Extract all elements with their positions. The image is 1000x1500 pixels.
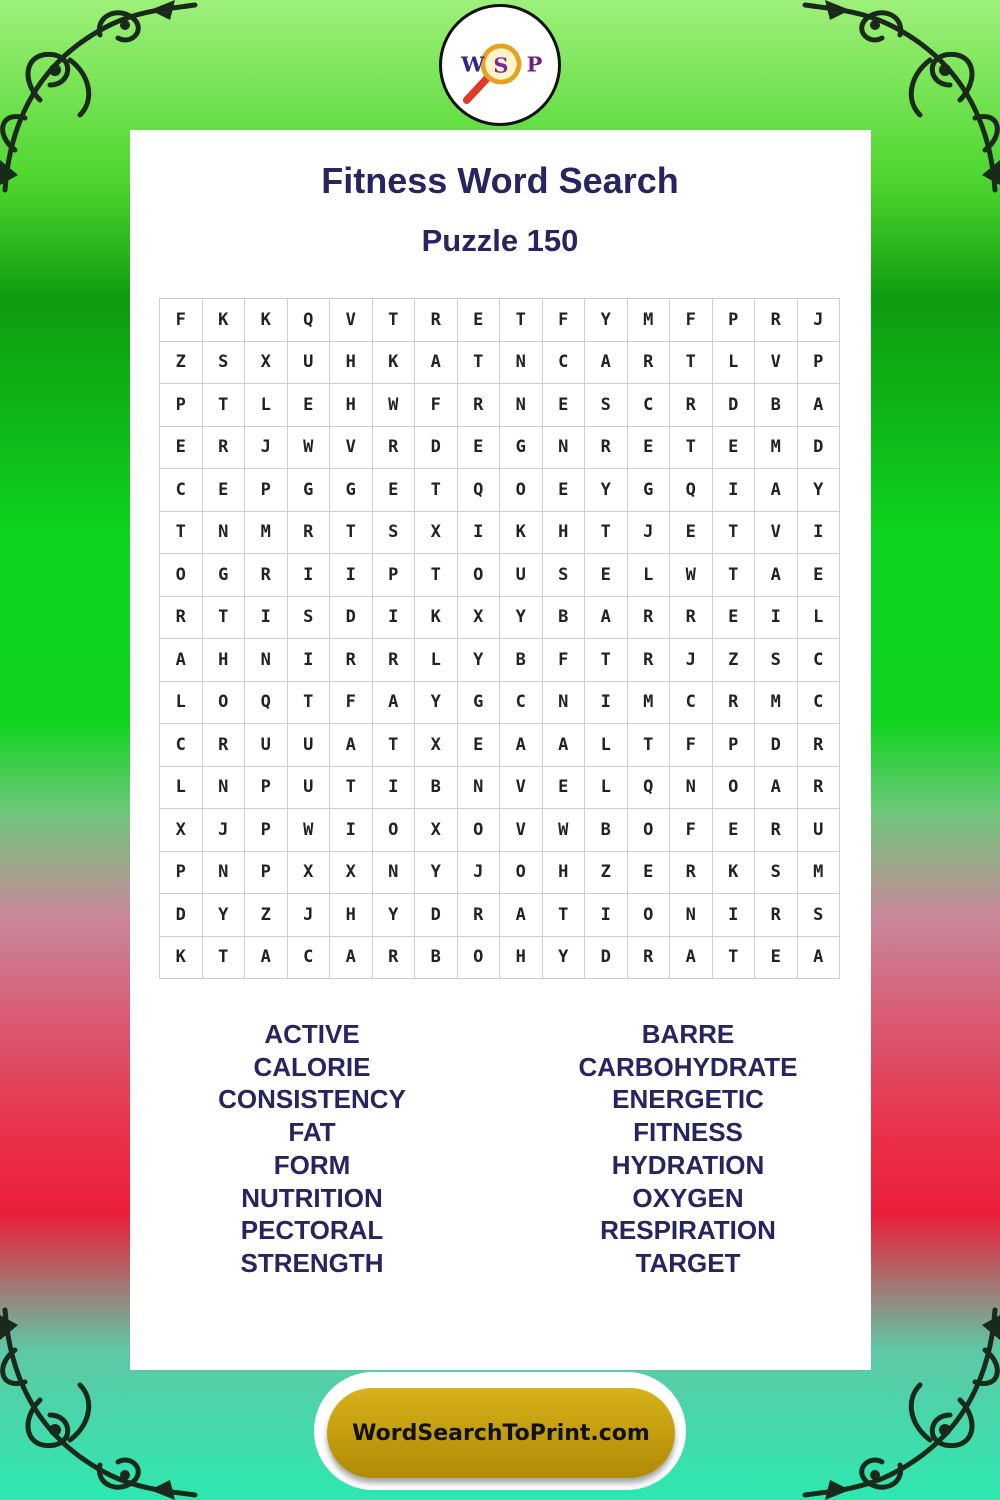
grid-cell[interactable]: Y — [415, 682, 458, 725]
grid-cell[interactable]: I — [245, 597, 288, 640]
grid-cell[interactable]: I — [373, 597, 416, 640]
grid-cell[interactable]: A — [798, 937, 841, 980]
grid-cell[interactable]: U — [500, 554, 543, 597]
grid-cell[interactable]: A — [160, 639, 203, 682]
grid-cell[interactable]: R — [755, 809, 798, 852]
grid-cell[interactable]: E — [755, 937, 798, 980]
grid-cell[interactable]: S — [585, 384, 628, 427]
grid-cell[interactable]: Z — [245, 894, 288, 937]
grid-cell[interactable]: D — [160, 894, 203, 937]
grid-cell[interactable]: T — [628, 724, 671, 767]
grid-cell[interactable]: D — [713, 384, 756, 427]
grid-cell[interactable]: I — [585, 682, 628, 725]
grid-cell[interactable]: G — [203, 554, 246, 597]
word-list-item: HYDRATION — [611, 1149, 765, 1180]
grid-cell[interactable]: Y — [458, 639, 501, 682]
grid-cell[interactable]: J — [628, 512, 671, 555]
grid-cell[interactable]: R — [628, 597, 671, 640]
grid-cell[interactable]: M — [755, 682, 798, 725]
grid-cell[interactable]: P — [373, 554, 416, 597]
grid-cell[interactable]: E — [160, 427, 203, 470]
page-title: Fitness Word Search — [321, 160, 679, 201]
grid-cell[interactable]: R — [628, 342, 671, 385]
letter-grid[interactable] — [159, 298, 840, 979]
grid-cell[interactable]: C — [160, 724, 203, 767]
word-list-item: FITNESS — [633, 1117, 743, 1148]
grid-cell[interactable]: Y — [798, 469, 841, 512]
grid-cell[interactable]: R — [798, 767, 841, 810]
grid-cell[interactable]: T — [160, 512, 203, 555]
grid-cell[interactable]: R — [373, 427, 416, 470]
grid-cell[interactable]: H — [330, 894, 373, 937]
grid-cell[interactable]: T — [373, 299, 416, 342]
grid-cell[interactable]: K — [245, 299, 288, 342]
grid-cell[interactable]: G — [458, 682, 501, 725]
grid-cell[interactable]: A — [245, 937, 288, 980]
grid-cell[interactable]: W — [373, 384, 416, 427]
grid-cell[interactable]: R — [458, 384, 501, 427]
grid-cell[interactable]: T — [203, 937, 246, 980]
grid-cell[interactable]: I — [288, 639, 331, 682]
word-list-item: STRENGTH — [240, 1247, 384, 1278]
grid-cell[interactable]: T — [203, 384, 246, 427]
word-list-item: FAT — [288, 1117, 336, 1148]
logo-letter-s: S — [493, 52, 509, 78]
grid-cell[interactable]: Q — [670, 469, 713, 512]
grid-cell[interactable]: D — [585, 937, 628, 980]
word-list-item: FORM — [273, 1149, 351, 1180]
grid-cell[interactable]: Y — [415, 852, 458, 895]
grid-cell[interactable]: O — [628, 894, 671, 937]
logo-letter-p: P — [526, 51, 543, 77]
word-list-item: ENERGETIC — [612, 1084, 764, 1115]
grid-cell[interactable]: J — [245, 427, 288, 470]
grid-cell[interactable]: K — [203, 299, 246, 342]
grid-cell[interactable]: X — [160, 809, 203, 852]
grid-cell[interactable]: F — [160, 299, 203, 342]
grid-cell[interactable]: O — [373, 809, 416, 852]
grid-cell[interactable]: U — [288, 724, 331, 767]
grid-cell[interactable]: K — [160, 937, 203, 980]
grid-cell[interactable]: P — [245, 469, 288, 512]
grid-cell[interactable]: L — [798, 597, 841, 640]
grid-cell[interactable]: F — [415, 384, 458, 427]
grid-cell[interactable]: Z — [160, 342, 203, 385]
grid-cell[interactable]: N — [373, 852, 416, 895]
grid-cell[interactable]: K — [713, 852, 756, 895]
grid-cell[interactable]: T — [415, 469, 458, 512]
grid-cell[interactable]: N — [543, 682, 586, 725]
grid-cell[interactable]: R — [670, 384, 713, 427]
grid-cell[interactable]: R — [670, 597, 713, 640]
grid-cell[interactable]: I — [458, 512, 501, 555]
word-list-right — [508, 1018, 868, 1280]
grid-cell[interactable]: I — [713, 894, 756, 937]
grid-cell[interactable]: C — [500, 682, 543, 725]
grid-cell[interactable]: P — [245, 852, 288, 895]
word-list-item: BARRE — [641, 1019, 735, 1049]
grid-cell[interactable]: E — [670, 512, 713, 555]
grid-cell[interactable]: A — [585, 597, 628, 640]
grid-cell[interactable]: T — [203, 597, 246, 640]
grid-cell[interactable]: R — [245, 554, 288, 597]
grid-cell[interactable]: I — [288, 554, 331, 597]
grid-cell[interactable]: X — [330, 852, 373, 895]
grid-cell[interactable]: A — [585, 342, 628, 385]
grid-cell[interactable]: B — [755, 384, 798, 427]
grid-cell[interactable]: N — [203, 512, 246, 555]
grid-cell[interactable]: X — [245, 342, 288, 385]
logo-letter-w: W — [461, 51, 485, 77]
grid-cell[interactable]: Q — [245, 682, 288, 725]
grid-cell[interactable]: T — [330, 767, 373, 810]
grid-cell[interactable]: J — [203, 809, 246, 852]
grid-cell[interactable]: U — [288, 342, 331, 385]
grid-cell[interactable]: C — [670, 682, 713, 725]
word-list-item: TARGET — [635, 1247, 741, 1278]
grid-cell[interactable]: A — [500, 894, 543, 937]
grid-cell[interactable]: D — [755, 724, 798, 767]
grid-cell[interactable]: W — [670, 554, 713, 597]
grid-cell[interactable]: X — [415, 809, 458, 852]
grid-cell[interactable]: E — [628, 427, 671, 470]
grid-cell[interactable]: C — [628, 384, 671, 427]
grid-cell[interactable]: T — [670, 427, 713, 470]
grid-cell[interactable]: C — [798, 639, 841, 682]
grid-cell[interactable]: R — [415, 299, 458, 342]
grid-cell[interactable]: Z — [713, 639, 756, 682]
grid-cell[interactable]: L — [160, 767, 203, 810]
grid-cell[interactable]: R — [713, 682, 756, 725]
grid-cell[interactable]: N — [203, 852, 246, 895]
grid-cell[interactable]: H — [500, 937, 543, 980]
grid-cell[interactable]: N — [500, 342, 543, 385]
grid-cell[interactable]: O — [500, 852, 543, 895]
grid-cell[interactable]: A — [755, 767, 798, 810]
grid-cell[interactable]: F — [543, 639, 586, 682]
grid-cell[interactable]: A — [798, 384, 841, 427]
grid-cell[interactable]: R — [458, 894, 501, 937]
grid-cell[interactable]: S — [798, 894, 841, 937]
grid-cell[interactable]: V — [755, 512, 798, 555]
grid-cell[interactable]: A — [373, 682, 416, 725]
grid-cell[interactable]: E — [543, 469, 586, 512]
grid-cell[interactable]: R — [373, 639, 416, 682]
grid-cell[interactable]: M — [755, 427, 798, 470]
grid-cell[interactable]: H — [543, 512, 586, 555]
grid-cell[interactable]: R — [755, 894, 798, 937]
grid-cell[interactable]: J — [458, 852, 501, 895]
grid-cell[interactable]: A — [415, 342, 458, 385]
grid-cell[interactable]: Y — [373, 894, 416, 937]
grid-cell[interactable]: L — [585, 724, 628, 767]
grid-cell[interactable]: J — [670, 639, 713, 682]
grid-cell[interactable]: F — [670, 809, 713, 852]
grid-cell[interactable]: L — [245, 384, 288, 427]
grid-cell[interactable]: M — [245, 512, 288, 555]
grid-cell[interactable]: J — [288, 894, 331, 937]
grid-cell[interactable]: R — [203, 427, 246, 470]
grid-cell[interactable]: I — [585, 894, 628, 937]
grid-cell[interactable]: V — [330, 299, 373, 342]
grid-cell[interactable]: P — [160, 852, 203, 895]
grid-cell[interactable]: E — [713, 597, 756, 640]
grid-cell[interactable]: B — [585, 809, 628, 852]
grid-cell[interactable]: I — [330, 554, 373, 597]
grid-cell[interactable]: E — [288, 384, 331, 427]
grid-cell[interactable]: K — [373, 342, 416, 385]
grid-cell[interactable]: Z — [585, 852, 628, 895]
grid-cell[interactable]: T — [585, 512, 628, 555]
grid-cell[interactable]: R — [373, 937, 416, 980]
grid-cell[interactable]: R — [585, 427, 628, 470]
grid-cell[interactable]: G — [288, 469, 331, 512]
grid-cell[interactable]: S — [755, 852, 798, 895]
grid-cell[interactable]: O — [500, 469, 543, 512]
grid-cell[interactable]: N — [245, 639, 288, 682]
grid-cell[interactable]: T — [585, 639, 628, 682]
grid-cell[interactable]: V — [500, 809, 543, 852]
grid-cell[interactable]: F — [330, 682, 373, 725]
grid-cell[interactable]: C — [288, 937, 331, 980]
grid-cell[interactable]: V — [330, 427, 373, 470]
grid-cell[interactable]: R — [330, 639, 373, 682]
grid-cell[interactable]: Q — [288, 299, 331, 342]
grid-cell[interactable]: K — [415, 597, 458, 640]
grid-cell[interactable]: R — [203, 724, 246, 767]
puzzle-number: Puzzle 150 — [421, 223, 579, 258]
grid-cell[interactable]: T — [373, 724, 416, 767]
grid-cell[interactable]: F — [670, 724, 713, 767]
grid-cell[interactable]: B — [415, 767, 458, 810]
grid-cell[interactable]: V — [755, 342, 798, 385]
grid-cell[interactable]: N — [543, 427, 586, 470]
grid-cell[interactable]: E — [458, 427, 501, 470]
grid-cell[interactable]: D — [415, 427, 458, 470]
grid-cell[interactable]: C — [160, 469, 203, 512]
grid-cell[interactable]: A — [500, 724, 543, 767]
grid-cell[interactable]: Y — [585, 469, 628, 512]
grid-cell[interactable]: L — [160, 682, 203, 725]
grid-cell[interactable]: V — [500, 767, 543, 810]
grid-cell[interactable]: I — [755, 597, 798, 640]
grid-cell[interactable]: R — [628, 937, 671, 980]
grid-cell[interactable]: H — [203, 639, 246, 682]
grid-cell[interactable]: E — [713, 427, 756, 470]
grid-cell[interactable]: O — [628, 809, 671, 852]
grid-cell[interactable]: W — [543, 809, 586, 852]
grid-cell[interactable]: S — [543, 554, 586, 597]
word-list-left — [132, 1018, 492, 1280]
word-list-item: CARBOHYDRATE — [578, 1051, 798, 1082]
word-list-item: NUTRITION — [241, 1182, 383, 1213]
grid-cell[interactable]: L — [585, 767, 628, 810]
grid-cell[interactable]: X — [458, 597, 501, 640]
word-list-item: RESPIRATION — [600, 1215, 776, 1246]
grid-cell[interactable]: X — [288, 852, 331, 895]
grid-cell[interactable]: N — [203, 767, 246, 810]
grid-cell[interactable]: P — [245, 809, 288, 852]
grid-cell[interactable]: N — [458, 767, 501, 810]
grid-cell[interactable]: D — [798, 427, 841, 470]
grid-cell[interactable]: E — [585, 554, 628, 597]
grid-cell[interactable]: A — [755, 469, 798, 512]
grid-cell[interactable]: T — [415, 554, 458, 597]
word-list-item: ACTIVE — [264, 1019, 360, 1049]
grid-cell[interactable]: B — [500, 639, 543, 682]
grid-cell[interactable]: B — [415, 937, 458, 980]
grid-cell[interactable]: R — [755, 299, 798, 342]
grid-cell[interactable]: L — [713, 342, 756, 385]
grid-cell[interactable]: I — [713, 469, 756, 512]
grid-cell[interactable]: S — [755, 639, 798, 682]
grid-cell[interactable]: T — [288, 682, 331, 725]
grid-cell[interactable]: Y — [203, 894, 246, 937]
grid-cell[interactable]: P — [713, 724, 756, 767]
grid-cell[interactable]: J — [798, 299, 841, 342]
grid-cell[interactable]: E — [458, 299, 501, 342]
grid-cell[interactable]: Y — [585, 299, 628, 342]
grid-cell[interactable]: H — [543, 852, 586, 895]
grid-cell[interactable]: L — [628, 554, 671, 597]
grid-cell[interactable]: M — [628, 682, 671, 725]
grid-cell[interactable]: B — [543, 597, 586, 640]
grid-cell[interactable]: R — [160, 597, 203, 640]
word-list-item: CONSISTENCY — [218, 1084, 406, 1115]
grid-cell[interactable]: O — [203, 682, 246, 725]
grid-cell[interactable]: T — [670, 342, 713, 385]
grid-cell[interactable]: R — [798, 724, 841, 767]
grid-cell[interactable]: L — [415, 639, 458, 682]
grid-cell[interactable]: F — [543, 299, 586, 342]
grid-cell[interactable]: S — [373, 512, 416, 555]
grid-cell[interactable]: E — [543, 384, 586, 427]
grid-cell[interactable]: R — [288, 512, 331, 555]
grid-cell[interactable]: K — [500, 512, 543, 555]
grid-cell[interactable]: T — [543, 894, 586, 937]
grid-cell[interactable]: T — [458, 342, 501, 385]
grid-cell[interactable]: I — [373, 767, 416, 810]
grid-cell[interactable]: X — [415, 512, 458, 555]
grid-cell[interactable]: Q — [628, 767, 671, 810]
grid-cell[interactable]: H — [330, 384, 373, 427]
grid-cell[interactable]: E — [458, 724, 501, 767]
grid-cell[interactable]: T — [713, 937, 756, 980]
grid-cell[interactable]: A — [330, 937, 373, 980]
wsp-logo[interactable] — [439, 4, 561, 126]
grid-cell[interactable]: I — [330, 809, 373, 852]
grid-cell[interactable]: E — [713, 809, 756, 852]
grid-cell[interactable]: G — [330, 469, 373, 512]
grid-cell[interactable]: M — [798, 852, 841, 895]
grid-cell[interactable]: E — [373, 469, 416, 512]
grid-cell[interactable]: A — [670, 937, 713, 980]
grid-cell[interactable]: G — [628, 469, 671, 512]
word-list-item: PECTORAL — [240, 1215, 384, 1246]
grid-cell[interactable]: Y — [543, 937, 586, 980]
grid-cell[interactable]: E — [203, 469, 246, 512]
grid-cell[interactable]: P — [245, 767, 288, 810]
grid-cell[interactable]: Y — [500, 597, 543, 640]
grid-cell[interactable]: D — [415, 894, 458, 937]
grid-cell[interactable]: U — [245, 724, 288, 767]
grid-cell[interactable]: W — [288, 809, 331, 852]
grid-cell[interactable]: A — [330, 724, 373, 767]
grid-cell[interactable]: P — [713, 299, 756, 342]
grid-cell[interactable]: U — [288, 767, 331, 810]
grid-cell[interactable]: O — [160, 554, 203, 597]
grid-cell[interactable]: O — [713, 767, 756, 810]
grid-cell[interactable]: A — [543, 724, 586, 767]
grid-cell[interactable]: O — [458, 554, 501, 597]
grid-cell[interactable]: E — [798, 554, 841, 597]
grid-cell[interactable]: M — [628, 299, 671, 342]
grid-cell[interactable]: N — [670, 894, 713, 937]
magnifier-logo-icon — [442, 7, 558, 123]
word-list-item: OXYGEN — [632, 1182, 744, 1213]
grid-cell[interactable]: E — [543, 767, 586, 810]
grid-cell[interactable]: A — [755, 554, 798, 597]
grid-cell[interactable]: G — [500, 427, 543, 470]
grid-cell[interactable]: N — [500, 384, 543, 427]
grid-cell[interactable]: P — [798, 342, 841, 385]
grid-cell[interactable]: O — [458, 937, 501, 980]
grid-cell[interactable]: N — [670, 767, 713, 810]
grid-cell[interactable]: X — [415, 724, 458, 767]
grid-cell[interactable]: T — [330, 512, 373, 555]
grid-cell[interactable]: C — [543, 342, 586, 385]
grid-cell[interactable]: T — [500, 299, 543, 342]
website-link-button[interactable]: WordSearchToPrint.com — [327, 1388, 675, 1478]
grid-cell[interactable]: F — [670, 299, 713, 342]
grid-cell[interactable]: R — [628, 639, 671, 682]
grid-cell[interactable]: U — [798, 809, 841, 852]
grid-cell[interactable]: W — [288, 427, 331, 470]
word-list-item: CALORIE — [253, 1051, 371, 1082]
grid-cell[interactable]: P — [160, 384, 203, 427]
grid-cell[interactable]: Q — [458, 469, 501, 512]
grid-cell[interactable]: S — [288, 597, 331, 640]
grid-cell[interactable]: D — [330, 597, 373, 640]
grid-cell[interactable]: R — [670, 852, 713, 895]
grid-cell[interactable]: T — [713, 512, 756, 555]
grid-cell[interactable]: E — [628, 852, 671, 895]
grid-cell[interactable]: O — [458, 809, 501, 852]
grid-cell[interactable]: S — [203, 342, 246, 385]
grid-cell[interactable]: T — [713, 554, 756, 597]
grid-cell[interactable]: C — [798, 682, 841, 725]
grid-cell[interactable]: H — [330, 342, 373, 385]
grid-cell[interactable]: I — [798, 512, 841, 555]
